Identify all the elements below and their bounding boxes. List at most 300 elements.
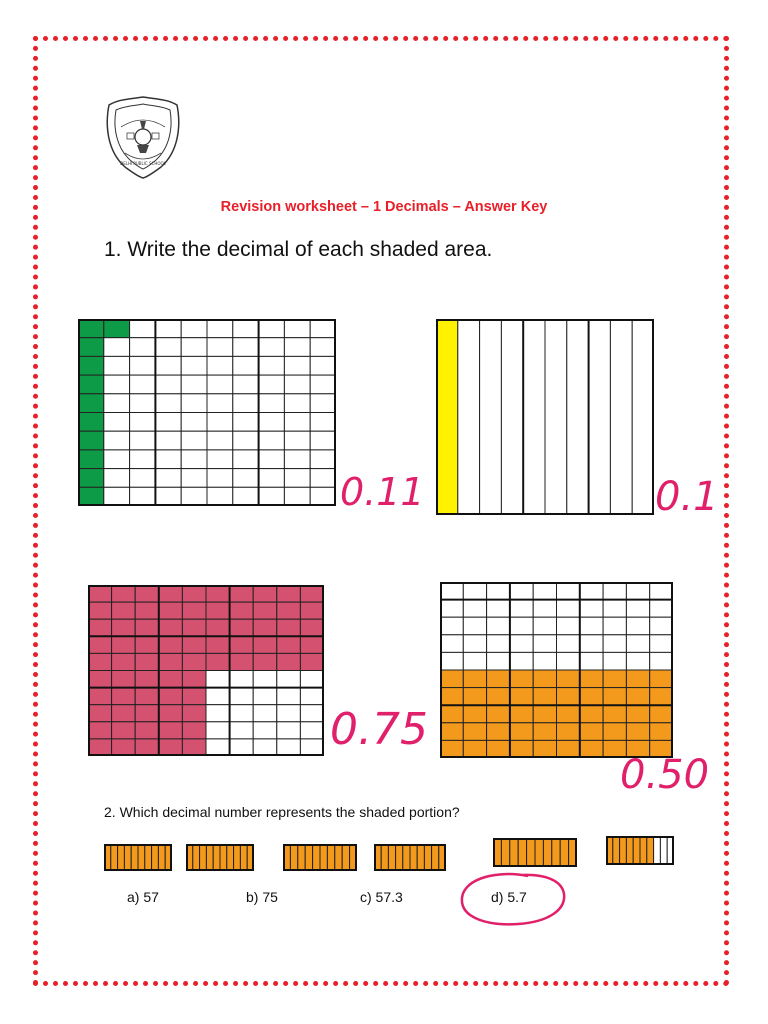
question-2: 2. Which decimal number represents the shaded portion? <box>104 804 460 820</box>
option-d: d) 5.7 <box>491 889 527 905</box>
option-b: b) 75 <box>246 889 278 905</box>
empty-cell <box>233 450 259 469</box>
empty-cell <box>510 652 533 670</box>
empty-cell <box>580 600 603 618</box>
empty-cell <box>626 582 649 600</box>
empty-cell <box>510 635 533 653</box>
shaded-cell <box>510 740 533 758</box>
shaded-cell <box>131 844 138 871</box>
strip-full <box>186 844 254 871</box>
shaded-cell <box>436 319 458 515</box>
empty-cell <box>207 431 233 450</box>
shaded-cell <box>206 585 230 602</box>
shaded-cell <box>298 844 305 871</box>
shaded-cell <box>300 636 324 653</box>
empty-cell <box>284 413 310 432</box>
empty-cell <box>580 635 603 653</box>
empty-cell <box>206 688 230 705</box>
shaded-cell <box>182 739 206 756</box>
shaded-cell <box>78 431 104 450</box>
shaded-cell <box>118 844 125 871</box>
option-a: a) 57 <box>127 889 159 905</box>
shaded-cell <box>626 723 649 741</box>
shaded-cell <box>112 653 136 670</box>
empty-cell <box>510 582 533 600</box>
empty-cell <box>626 635 649 653</box>
shaded-cell <box>626 688 649 706</box>
empty-cell <box>650 600 673 618</box>
shaded-cell <box>463 723 486 741</box>
answer-3: 0.75 <box>330 704 428 755</box>
empty-cell <box>654 836 661 865</box>
empty-cell <box>632 319 654 515</box>
empty-cell <box>610 319 632 515</box>
shaded-cell <box>253 636 277 653</box>
shaded-cell <box>463 670 486 688</box>
shaded-cell <box>158 844 165 871</box>
empty-cell <box>253 739 277 756</box>
shaded-cell <box>159 739 183 756</box>
shaded-cell <box>510 688 533 706</box>
school-logo-icon <box>103 95 183 179</box>
empty-cell <box>181 450 207 469</box>
empty-cell <box>458 319 480 515</box>
shaded-cell <box>88 636 112 653</box>
empty-cell <box>589 319 611 515</box>
empty-cell <box>300 671 324 688</box>
empty-cell <box>310 450 336 469</box>
shaded-cell <box>78 356 104 375</box>
shaded-cell <box>603 670 626 688</box>
shaded-cell <box>135 739 159 756</box>
strip-partial <box>606 836 674 865</box>
shaded-cell <box>533 705 556 723</box>
empty-cell <box>310 413 336 432</box>
empty-cell <box>440 600 463 618</box>
shaded-cell <box>104 319 130 338</box>
shaded-cell <box>552 838 560 867</box>
empty-cell <box>440 652 463 670</box>
empty-cell <box>181 394 207 413</box>
shaded-cell <box>620 836 627 865</box>
empty-cell <box>310 356 336 375</box>
empty-cell <box>181 431 207 450</box>
empty-cell <box>104 375 130 394</box>
empty-cell <box>155 469 181 488</box>
empty-cell <box>300 705 324 722</box>
empty-cell <box>181 338 207 357</box>
empty-cell <box>603 635 626 653</box>
empty-cell <box>253 688 277 705</box>
shaded-cell <box>112 619 136 636</box>
shaded-cell <box>206 602 230 619</box>
shaded-cell <box>206 653 230 670</box>
empty-cell <box>310 375 336 394</box>
shaded-cell <box>182 636 206 653</box>
shaded-cell <box>78 487 104 506</box>
hundredths-grid-green <box>78 319 336 506</box>
empty-cell <box>626 617 649 635</box>
shaded-cell <box>112 739 136 756</box>
shaded-cell <box>230 636 254 653</box>
shaded-cell <box>135 722 159 739</box>
empty-cell <box>650 652 673 670</box>
shaded-cell <box>182 585 206 602</box>
empty-cell <box>253 722 277 739</box>
empty-cell <box>155 375 181 394</box>
empty-cell <box>463 635 486 653</box>
shaded-cell <box>277 636 301 653</box>
empty-cell <box>104 394 130 413</box>
shaded-cell <box>557 740 580 758</box>
empty-cell <box>259 375 285 394</box>
empty-cell <box>181 469 207 488</box>
shaded-cell <box>159 671 183 688</box>
empty-cell <box>557 635 580 653</box>
answer-4: 0.50 <box>620 752 710 798</box>
empty-cell <box>130 487 156 506</box>
empty-cell <box>284 394 310 413</box>
shaded-cell <box>432 844 439 871</box>
empty-cell <box>277 739 301 756</box>
empty-cell <box>104 413 130 432</box>
empty-cell <box>207 487 233 506</box>
empty-cell <box>233 338 259 357</box>
shaded-cell <box>78 413 104 432</box>
shaded-cell <box>159 688 183 705</box>
empty-cell <box>230 739 254 756</box>
shaded-cell <box>640 836 647 865</box>
shaded-cell <box>277 602 301 619</box>
empty-cell <box>181 413 207 432</box>
empty-cell <box>104 487 130 506</box>
shaded-cell <box>135 688 159 705</box>
empty-cell <box>523 319 545 515</box>
shaded-cell <box>580 705 603 723</box>
empty-cell <box>310 319 336 338</box>
empty-cell <box>206 739 230 756</box>
shaded-cell <box>159 705 183 722</box>
empty-cell <box>181 319 207 338</box>
empty-cell <box>300 722 324 739</box>
shaded-cell <box>182 671 206 688</box>
shaded-cell <box>227 844 234 871</box>
empty-cell <box>580 652 603 670</box>
empty-cell <box>557 600 580 618</box>
empty-cell <box>181 375 207 394</box>
empty-cell <box>626 600 649 618</box>
shaded-cell <box>111 844 118 871</box>
empty-cell <box>233 394 259 413</box>
empty-cell <box>233 356 259 375</box>
empty-cell <box>440 582 463 600</box>
shaded-cell <box>510 670 533 688</box>
empty-cell <box>207 450 233 469</box>
shaded-cell <box>230 619 254 636</box>
shaded-cell <box>253 619 277 636</box>
empty-cell <box>300 688 324 705</box>
shaded-cell <box>518 838 526 867</box>
empty-cell <box>501 319 523 515</box>
empty-cell <box>130 469 156 488</box>
empty-cell <box>233 319 259 338</box>
shaded-cell <box>193 844 200 871</box>
empty-cell <box>557 652 580 670</box>
shaded-cell <box>613 836 620 865</box>
empty-cell <box>440 617 463 635</box>
empty-cell <box>557 582 580 600</box>
empty-cell <box>155 450 181 469</box>
empty-cell <box>206 671 230 688</box>
empty-cell <box>207 319 233 338</box>
shaded-cell <box>182 722 206 739</box>
shaded-cell <box>535 838 543 867</box>
empty-cell <box>155 431 181 450</box>
shaded-cell <box>650 723 673 741</box>
shaded-cell <box>300 602 324 619</box>
empty-cell <box>277 705 301 722</box>
empty-cell <box>259 469 285 488</box>
shaded-cell <box>487 705 510 723</box>
answer-2: 0.1 <box>655 474 719 520</box>
empty-cell <box>104 450 130 469</box>
shaded-cell <box>396 844 403 871</box>
shaded-cell <box>159 585 183 602</box>
shaded-cell <box>487 688 510 706</box>
empty-cell <box>130 319 156 338</box>
shaded-cell <box>440 688 463 706</box>
empty-cell <box>259 450 285 469</box>
shaded-cell <box>277 653 301 670</box>
empty-cell <box>284 469 310 488</box>
shaded-cell <box>533 740 556 758</box>
answer-circle-icon <box>458 868 570 930</box>
shaded-cell <box>78 394 104 413</box>
shaded-cell <box>300 619 324 636</box>
shaded-cell <box>230 585 254 602</box>
shaded-cell <box>182 653 206 670</box>
shaded-cell <box>88 671 112 688</box>
shaded-cell <box>557 688 580 706</box>
shaded-cell <box>277 619 301 636</box>
shaded-cell <box>603 688 626 706</box>
empty-cell <box>155 394 181 413</box>
shaded-cell <box>182 619 206 636</box>
empty-cell <box>130 356 156 375</box>
shaded-cell <box>626 705 649 723</box>
empty-cell <box>580 617 603 635</box>
empty-cell <box>233 487 259 506</box>
empty-cell <box>284 375 310 394</box>
shaded-cell <box>88 585 112 602</box>
shaded-cell <box>159 722 183 739</box>
empty-cell <box>155 319 181 338</box>
shaded-cell <box>182 688 206 705</box>
empty-cell <box>487 652 510 670</box>
shaded-cell <box>626 836 633 865</box>
empty-cell <box>155 356 181 375</box>
shaded-cell <box>112 602 136 619</box>
shaded-cell <box>88 739 112 756</box>
empty-cell <box>130 394 156 413</box>
shaded-cell <box>647 836 654 865</box>
empty-cell <box>206 705 230 722</box>
empty-cell <box>130 338 156 357</box>
empty-cell <box>284 356 310 375</box>
empty-cell <box>284 319 310 338</box>
empty-cell <box>253 705 277 722</box>
empty-cell <box>207 375 233 394</box>
shaded-cell <box>463 688 486 706</box>
shaded-cell <box>234 844 241 871</box>
shaded-cell <box>381 844 388 871</box>
empty-cell <box>259 431 285 450</box>
shaded-cell <box>410 844 417 871</box>
empty-cell <box>181 356 207 375</box>
shaded-cell <box>78 319 104 338</box>
shaded-cell <box>580 688 603 706</box>
shaded-cell <box>230 653 254 670</box>
empty-cell <box>487 582 510 600</box>
empty-cell <box>104 431 130 450</box>
shaded-cell <box>135 653 159 670</box>
empty-cell <box>130 450 156 469</box>
shaded-cell <box>580 723 603 741</box>
shaded-cell <box>277 585 301 602</box>
shaded-cell <box>626 670 649 688</box>
shaded-cell <box>388 844 395 871</box>
empty-cell <box>230 705 254 722</box>
shaded-cell <box>463 740 486 758</box>
empty-cell <box>259 487 285 506</box>
shaded-cell <box>253 602 277 619</box>
shaded-cell <box>182 705 206 722</box>
shaded-cell <box>240 844 247 871</box>
shaded-cell <box>440 705 463 723</box>
shaded-cell <box>320 844 327 871</box>
shaded-cell <box>206 844 213 871</box>
shaded-cell <box>135 705 159 722</box>
empty-cell <box>626 652 649 670</box>
shaded-cell <box>533 688 556 706</box>
hundredths-grid-pink <box>88 585 324 756</box>
worksheet-title: Revision worksheet – 1 Decimals – Answer Key <box>220 199 548 215</box>
empty-cell <box>510 617 533 635</box>
shaded-cell <box>213 844 220 871</box>
strip-full <box>283 844 357 871</box>
empty-cell <box>533 582 556 600</box>
empty-cell <box>207 338 233 357</box>
shaded-cell <box>440 740 463 758</box>
shaded-cell <box>510 838 518 867</box>
empty-cell <box>567 319 589 515</box>
empty-cell <box>207 469 233 488</box>
shaded-cell <box>112 671 136 688</box>
shaded-cell <box>88 688 112 705</box>
shaded-cell <box>159 653 183 670</box>
shaded-cell <box>440 670 463 688</box>
empty-cell <box>310 394 336 413</box>
empty-cell <box>277 688 301 705</box>
empty-cell <box>130 375 156 394</box>
shaded-cell <box>510 723 533 741</box>
shaded-cell <box>112 585 136 602</box>
shaded-cell <box>88 722 112 739</box>
empty-cell <box>557 617 580 635</box>
empty-cell <box>463 617 486 635</box>
empty-cell <box>310 338 336 357</box>
empty-cell <box>130 431 156 450</box>
empty-cell <box>545 319 567 515</box>
empty-cell <box>480 319 502 515</box>
empty-cell <box>284 431 310 450</box>
question-1: 1. Write the decimal of each shaded area. <box>104 238 493 261</box>
empty-cell <box>510 600 533 618</box>
empty-cell <box>230 688 254 705</box>
shaded-cell <box>78 338 104 357</box>
empty-cell <box>603 600 626 618</box>
shaded-cell <box>88 653 112 670</box>
tenths-grid-yellow <box>436 319 654 515</box>
empty-cell <box>650 582 673 600</box>
empty-cell <box>310 469 336 488</box>
strip-full <box>493 838 577 867</box>
shaded-cell <box>78 450 104 469</box>
shaded-cell <box>112 636 136 653</box>
shaded-cell <box>290 844 297 871</box>
shaded-cell <box>440 723 463 741</box>
option-c: c) 57.3 <box>360 889 403 905</box>
shaded-cell <box>230 602 254 619</box>
shaded-cell <box>135 602 159 619</box>
shaded-cell <box>557 670 580 688</box>
empty-cell <box>580 582 603 600</box>
shaded-cell <box>650 688 673 706</box>
shaded-cell <box>78 469 104 488</box>
empty-cell <box>104 338 130 357</box>
shaded-cell <box>580 740 603 758</box>
shaded-cell <box>305 844 312 871</box>
empty-cell <box>284 487 310 506</box>
shaded-cell <box>112 722 136 739</box>
empty-cell <box>603 617 626 635</box>
shaded-cell <box>650 705 673 723</box>
empty-cell <box>277 671 301 688</box>
shaded-cell <box>463 705 486 723</box>
shaded-cell <box>487 723 510 741</box>
shaded-cell <box>557 705 580 723</box>
shaded-cell <box>533 670 556 688</box>
empty-cell <box>487 635 510 653</box>
empty-cell <box>259 338 285 357</box>
empty-cell <box>233 413 259 432</box>
shaded-cell <box>124 844 131 871</box>
shaded-cell <box>527 838 535 867</box>
shaded-cell <box>403 844 410 871</box>
shaded-cell <box>88 602 112 619</box>
shaded-cell <box>112 705 136 722</box>
shaded-cell <box>206 619 230 636</box>
shaded-cell <box>543 838 551 867</box>
empty-cell <box>207 413 233 432</box>
shaded-cell <box>487 670 510 688</box>
shaded-cell <box>112 688 136 705</box>
shaded-cell <box>135 619 159 636</box>
empty-cell <box>207 356 233 375</box>
empty-cell <box>259 356 285 375</box>
shaded-cell <box>335 844 342 871</box>
empty-cell <box>155 487 181 506</box>
